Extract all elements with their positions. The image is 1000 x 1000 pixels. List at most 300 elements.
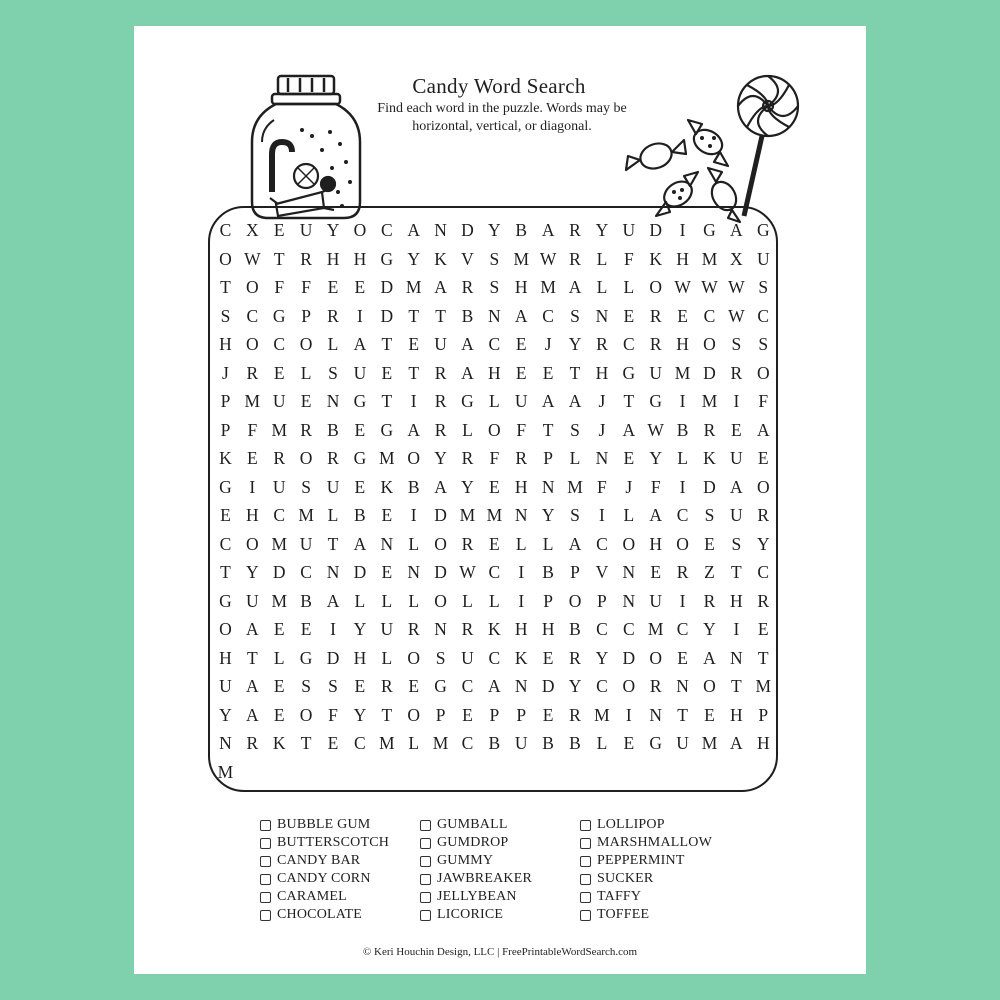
grid-letter[interactable]: G: [272, 305, 286, 326]
word-list-item[interactable]: [260, 870, 420, 888]
grid-letter[interactable]: G: [219, 590, 232, 611]
grid-letter[interactable]: P: [543, 590, 553, 611]
grid-letter[interactable]: S: [758, 277, 769, 297]
checkbox[interactable]: [420, 838, 431, 849]
grid-letter[interactable]: T: [623, 391, 635, 411]
grid-letter[interactable]: A: [488, 676, 501, 696]
grid-letter[interactable]: I: [679, 391, 686, 411]
grid-letter[interactable]: C: [757, 562, 770, 582]
grid-letter[interactable]: W: [459, 562, 476, 582]
grid-letter[interactable]: T: [435, 305, 446, 326]
grid-letter[interactable]: E: [408, 676, 420, 696]
grid-letter[interactable]: O: [407, 647, 420, 668]
grid-letter[interactable]: W: [728, 277, 745, 297]
grid-letter[interactable]: C: [542, 305, 554, 326]
grid-letter[interactable]: E: [327, 277, 339, 297]
grid-letter[interactable]: L: [569, 448, 581, 468]
checkbox[interactable]: [260, 856, 271, 867]
grid-letter[interactable]: K: [272, 733, 286, 753]
grid-letter[interactable]: L: [623, 505, 635, 525]
grid-letter[interactable]: O: [246, 334, 259, 354]
grid-letter[interactable]: E: [246, 448, 258, 468]
grid-letter[interactable]: B: [569, 619, 581, 639]
word-list-item[interactable]: [580, 834, 750, 852]
grid-letter[interactable]: B: [542, 562, 554, 582]
grid-letter[interactable]: R: [569, 220, 581, 240]
grid-letter[interactable]: C: [219, 533, 232, 554]
grid-letter[interactable]: M: [244, 391, 261, 411]
grid-letter[interactable]: Y: [568, 334, 582, 354]
grid-letter[interactable]: S: [301, 476, 311, 497]
grid-letter[interactable]: N: [219, 733, 232, 753]
grid-letter[interactable]: I: [356, 305, 363, 326]
grid-letter[interactable]: I: [679, 590, 686, 611]
grid-letter[interactable]: O: [407, 448, 420, 468]
grid-letter[interactable]: K: [514, 647, 528, 668]
grid-letter[interactable]: E: [354, 676, 366, 696]
grid-letter[interactable]: H: [730, 590, 743, 611]
grid-letter[interactable]: R: [300, 248, 312, 269]
grid-letter[interactable]: L: [327, 334, 339, 354]
grid-letter[interactable]: S: [328, 362, 338, 383]
grid-letter[interactable]: U: [649, 590, 663, 611]
grid-letter[interactable]: U: [514, 733, 528, 753]
grid-letter[interactable]: U: [756, 248, 770, 269]
grid-letter[interactable]: R: [703, 419, 716, 440]
grid-letter[interactable]: R: [649, 334, 662, 354]
word-list-item[interactable]: [580, 852, 750, 870]
grid-letter[interactable]: R: [569, 248, 581, 269]
grid-letter[interactable]: J: [625, 476, 633, 497]
grid-letter[interactable]: B: [354, 505, 366, 525]
grid-letter[interactable]: R: [569, 704, 581, 725]
grid-letter[interactable]: A: [568, 533, 582, 554]
grid-letter[interactable]: I: [410, 505, 417, 525]
grid-letter[interactable]: W: [539, 248, 557, 269]
grid-letter[interactable]: Y: [595, 647, 609, 668]
grid-letter[interactable]: J: [222, 362, 229, 383]
grid-letter[interactable]: B: [407, 476, 420, 497]
grid-letter[interactable]: Y: [595, 220, 609, 240]
grid-letter[interactable]: Y: [434, 448, 447, 468]
grid-letter[interactable]: O: [434, 590, 447, 611]
grid-letter[interactable]: R: [730, 362, 743, 383]
grid-letter[interactable]: C: [596, 619, 608, 639]
grid-letter[interactable]: A: [407, 419, 420, 440]
grid-letter[interactable]: R: [461, 277, 474, 297]
grid-letter[interactable]: S: [704, 505, 715, 525]
grid-letter[interactable]: L: [462, 419, 473, 440]
checkbox[interactable]: [260, 820, 271, 831]
grid-letter[interactable]: N: [380, 533, 394, 554]
grid-letter[interactable]: U: [272, 391, 286, 411]
grid-letter[interactable]: T: [731, 676, 742, 696]
grid-letter[interactable]: R: [649, 676, 662, 696]
grid-letter[interactable]: M: [674, 362, 691, 383]
grid-letter[interactable]: W: [244, 248, 261, 269]
grid-letter[interactable]: D: [461, 220, 474, 240]
grid-letter[interactable]: S: [220, 305, 231, 326]
grid-letter[interactable]: H: [676, 334, 689, 354]
grid-letter[interactable]: S: [328, 676, 338, 696]
grid-letter[interactable]: T: [731, 562, 742, 582]
grid-letter[interactable]: T: [569, 362, 581, 383]
grid-letter[interactable]: H: [514, 619, 528, 639]
grid-letter[interactable]: N: [326, 391, 340, 411]
grid-letter[interactable]: Y: [353, 619, 367, 639]
grid-letter[interactable]: O: [246, 533, 259, 554]
grid-letter[interactable]: Y: [488, 220, 501, 240]
grid-letter[interactable]: U: [299, 220, 313, 240]
grid-letter[interactable]: E: [542, 647, 554, 668]
grid-letter[interactable]: C: [622, 619, 635, 639]
checkbox[interactable]: [580, 910, 591, 921]
grid-letter[interactable]: J: [544, 334, 552, 354]
grid-letter[interactable]: U: [649, 362, 663, 383]
grid-letter[interactable]: I: [599, 505, 605, 525]
grid-letter[interactable]: O: [703, 676, 716, 696]
grid-letter[interactable]: R: [461, 619, 474, 639]
grid-letter[interactable]: Y: [568, 676, 582, 696]
grid-letter[interactable]: P: [758, 704, 769, 725]
checkbox[interactable]: [580, 838, 591, 849]
grid-letter[interactable]: D: [541, 676, 555, 696]
grid-letter[interactable]: Y: [756, 533, 770, 554]
word-list-item[interactable]: [420, 816, 580, 834]
grid-letter[interactable]: E: [623, 448, 635, 468]
grid-letter[interactable]: C: [246, 305, 259, 326]
grid-letter[interactable]: D: [434, 505, 447, 525]
grid-letter[interactable]: R: [461, 448, 474, 468]
word-list-item[interactable]: [420, 852, 580, 870]
grid-letter[interactable]: C: [300, 562, 312, 582]
grid-letter[interactable]: S: [489, 277, 500, 297]
grid-letter[interactable]: A: [541, 220, 555, 240]
grid-letter[interactable]: U: [514, 391, 528, 411]
grid-letter[interactable]: P: [516, 704, 527, 725]
grid-letter[interactable]: S: [301, 676, 311, 696]
grid-letter[interactable]: X: [246, 220, 259, 240]
grid-letter[interactable]: I: [679, 476, 686, 497]
grid-letter[interactable]: H: [488, 362, 501, 383]
grid-letter[interactable]: U: [434, 334, 447, 354]
grid-letter[interactable]: F: [328, 704, 338, 725]
grid-letter[interactable]: E: [542, 704, 554, 725]
grid-letter[interactable]: A: [246, 676, 259, 696]
grid-letter[interactable]: E: [354, 476, 366, 497]
grid-letter[interactable]: H: [730, 704, 743, 725]
grid-letter[interactable]: N: [541, 476, 555, 497]
grid-letter[interactable]: E: [300, 391, 312, 411]
grid-letter[interactable]: D: [649, 220, 663, 240]
grid-letter[interactable]: A: [730, 733, 743, 753]
checkbox[interactable]: [420, 892, 431, 903]
grid-letter[interactable]: G: [353, 391, 367, 411]
grid-letter[interactable]: H: [353, 647, 367, 668]
grid-letter[interactable]: A: [461, 334, 474, 354]
grid-letter[interactable]: E: [515, 334, 527, 354]
grid-letter[interactable]: P: [597, 590, 607, 611]
grid-letter[interactable]: C: [622, 334, 635, 354]
grid-letter[interactable]: E: [623, 305, 635, 326]
grid-letter[interactable]: G: [219, 476, 232, 497]
grid-letter[interactable]: M: [594, 704, 610, 725]
grid-letter[interactable]: K: [488, 619, 501, 639]
grid-letter[interactable]: S: [758, 334, 769, 354]
grid-letter[interactable]: D: [622, 647, 636, 668]
grid-letter[interactable]: O: [622, 533, 636, 554]
grid-letter[interactable]: U: [622, 220, 636, 240]
grid-letter[interactable]: Y: [541, 505, 555, 525]
grid-letter[interactable]: D: [380, 305, 394, 326]
grid-letter[interactable]: P: [570, 562, 580, 582]
grid-letter[interactable]: T: [381, 704, 393, 725]
grid-letter[interactable]: D: [434, 562, 447, 582]
grid-letter[interactable]: A: [246, 619, 259, 639]
grid-letter[interactable]: A: [730, 476, 743, 497]
grid-letter[interactable]: M: [567, 476, 583, 497]
grid-letter[interactable]: L: [542, 533, 554, 554]
grid-letter[interactable]: R: [246, 733, 259, 753]
grid-letter[interactable]: N: [514, 505, 528, 525]
grid-letter[interactable]: N: [326, 562, 340, 582]
grid-letter[interactable]: B: [676, 419, 689, 440]
grid-letter[interactable]: L: [408, 733, 420, 753]
grid-letter[interactable]: N: [407, 562, 420, 582]
grid-letter[interactable]: W: [728, 305, 745, 326]
grid-letter[interactable]: L: [623, 277, 635, 297]
grid-letter[interactable]: G: [649, 391, 663, 411]
grid-letter[interactable]: C: [676, 505, 689, 525]
grid-letter[interactable]: F: [489, 448, 500, 468]
grid-letter[interactable]: L: [489, 590, 500, 611]
grid-letter[interactable]: L: [408, 533, 420, 554]
grid-letter[interactable]: N: [649, 704, 663, 725]
checkbox[interactable]: [420, 820, 431, 831]
grid-letter[interactable]: P: [543, 448, 553, 468]
grid-letter[interactable]: N: [514, 676, 528, 696]
grid-letter[interactable]: V: [461, 248, 474, 269]
grid-letter[interactable]: W: [647, 419, 664, 440]
checkbox[interactable]: [420, 856, 431, 867]
grid-letter[interactable]: F: [247, 419, 258, 440]
grid-letter[interactable]: G: [380, 248, 394, 269]
grid-letter[interactable]: R: [434, 419, 447, 440]
grid-letter[interactable]: H: [246, 505, 259, 525]
grid-letter[interactable]: E: [677, 647, 688, 668]
grid-letter[interactable]: N: [434, 619, 447, 639]
grid-letter[interactable]: A: [703, 647, 716, 668]
grid-letter[interactable]: I: [330, 619, 336, 639]
grid-letter[interactable]: J: [598, 391, 606, 411]
grid-letter[interactable]: K: [434, 248, 447, 269]
grid-letter[interactable]: W: [674, 277, 691, 297]
grid-letter[interactable]: A: [434, 476, 447, 497]
grid-letter[interactable]: M: [459, 505, 476, 525]
grid-letter[interactable]: O: [219, 248, 232, 269]
grid-letter[interactable]: H: [514, 476, 528, 497]
grid-letter[interactable]: C: [488, 334, 501, 354]
word-list-item[interactable]: [260, 906, 420, 924]
checkbox[interactable]: [580, 892, 591, 903]
grid-letter[interactable]: M: [298, 505, 314, 525]
grid-letter[interactable]: E: [354, 277, 366, 297]
grid-letter[interactable]: Y: [649, 448, 663, 468]
word-list-item[interactable]: [580, 870, 750, 888]
word-list-item[interactable]: [420, 834, 580, 852]
grid-letter[interactable]: U: [246, 590, 259, 611]
grid-letter[interactable]: R: [569, 647, 581, 668]
grid-letter[interactable]: E: [489, 533, 500, 554]
grid-letter[interactable]: L: [489, 391, 500, 411]
grid-letter[interactable]: H: [676, 248, 689, 269]
grid-letter[interactable]: E: [273, 704, 285, 725]
grid-letter[interactable]: T: [757, 647, 769, 668]
grid-letter[interactable]: A: [461, 362, 474, 383]
grid-letter[interactable]: L: [596, 277, 608, 297]
grid-letter[interactable]: K: [380, 476, 394, 497]
grid-letter[interactable]: M: [701, 391, 718, 411]
grid-letter[interactable]: A: [514, 305, 528, 326]
grid-letter[interactable]: N: [595, 305, 609, 326]
grid-letter[interactable]: M: [647, 619, 664, 639]
checkbox[interactable]: [580, 856, 591, 867]
grid-letter[interactable]: A: [541, 391, 555, 411]
grid-letter[interactable]: U: [272, 476, 286, 497]
grid-letter[interactable]: L: [596, 733, 608, 753]
grid-letter[interactable]: E: [515, 362, 527, 383]
grid-letter[interactable]: D: [326, 647, 340, 668]
grid-letter[interactable]: B: [515, 220, 528, 240]
grid-letter[interactable]: R: [596, 334, 608, 354]
grid-letter[interactable]: A: [326, 590, 340, 611]
grid-letter[interactable]: P: [220, 419, 231, 440]
grid-letter[interactable]: S: [489, 248, 500, 269]
grid-letter[interactable]: G: [434, 676, 447, 696]
grid-letter[interactable]: A: [568, 277, 582, 297]
grid-letter[interactable]: O: [434, 533, 447, 554]
grid-letter[interactable]: G: [380, 419, 394, 440]
grid-letter[interactable]: C: [596, 676, 608, 696]
grid-letter[interactable]: U: [326, 476, 340, 497]
grid-letter[interactable]: A: [622, 419, 636, 440]
grid-letter[interactable]: U: [676, 733, 689, 753]
grid-letter[interactable]: I: [518, 590, 525, 611]
grid-letter[interactable]: A: [434, 277, 447, 297]
grid-letter[interactable]: U: [299, 533, 313, 554]
grid-letter[interactable]: E: [462, 704, 473, 725]
grid-letter[interactable]: H: [649, 533, 663, 554]
word-list-item[interactable]: [260, 852, 420, 870]
grid-letter[interactable]: N: [622, 562, 636, 582]
grid-letter[interactable]: O: [756, 362, 770, 383]
grid-letter[interactable]: C: [676, 619, 689, 639]
grid-letter[interactable]: L: [677, 448, 688, 468]
grid-letter[interactable]: O: [488, 419, 501, 440]
grid-letter[interactable]: F: [650, 476, 661, 497]
grid-letter[interactable]: C: [703, 305, 716, 326]
grid-letter[interactable]: E: [677, 305, 688, 326]
grid-letter[interactable]: E: [704, 704, 715, 725]
grid-letter[interactable]: P: [489, 704, 500, 725]
grid-letter[interactable]: O: [756, 476, 770, 497]
grid-letter[interactable]: L: [596, 248, 608, 269]
grid-letter[interactable]: O: [703, 334, 716, 354]
grid-letter[interactable]: E: [300, 619, 312, 639]
grid-letter[interactable]: U: [730, 448, 743, 468]
grid-letter[interactable]: A: [353, 533, 367, 554]
word-list-item[interactable]: [420, 870, 580, 888]
grid-letter[interactable]: T: [273, 248, 285, 269]
grid-letter[interactable]: F: [516, 419, 527, 440]
grid-letter[interactable]: U: [730, 505, 743, 525]
grid-letter[interactable]: C: [488, 562, 501, 582]
grid-letter[interactable]: T: [246, 647, 258, 668]
grid-letter[interactable]: R: [515, 448, 528, 468]
grid-letter[interactable]: L: [408, 590, 420, 611]
grid-letter[interactable]: Y: [219, 704, 232, 725]
grid-letter[interactable]: P: [220, 391, 231, 411]
word-list-item[interactable]: [420, 888, 580, 906]
grid-letter[interactable]: E: [408, 334, 420, 354]
grid-letter[interactable]: F: [301, 277, 311, 297]
grid-letter[interactable]: I: [733, 391, 740, 411]
grid-letter[interactable]: X: [730, 248, 743, 269]
grid-letter[interactable]: S: [435, 647, 446, 668]
word-list-item[interactable]: [420, 906, 580, 924]
checkbox[interactable]: [420, 874, 431, 885]
grid-letter[interactable]: C: [273, 334, 286, 354]
grid-letter[interactable]: A: [568, 391, 582, 411]
grid-letter[interactable]: B: [488, 733, 501, 753]
grid-letter[interactable]: M: [513, 248, 530, 269]
grid-letter[interactable]: M: [271, 419, 287, 440]
grid-letter[interactable]: E: [381, 362, 393, 383]
grid-letter[interactable]: T: [300, 733, 312, 753]
checkbox[interactable]: [260, 838, 271, 849]
grid-letter[interactable]: A: [246, 704, 259, 725]
grid-letter[interactable]: I: [733, 619, 740, 639]
grid-letter[interactable]: E: [704, 533, 715, 554]
grid-letter[interactable]: E: [381, 562, 393, 582]
grid-letter[interactable]: C: [354, 733, 366, 753]
grid-letter[interactable]: R: [757, 590, 770, 611]
grid-letter[interactable]: B: [461, 305, 474, 326]
grid-letter[interactable]: E: [731, 419, 742, 440]
grid-letter[interactable]: W: [701, 277, 718, 297]
grid-letter[interactable]: F: [274, 277, 285, 297]
grid-letter[interactable]: Y: [461, 476, 474, 497]
grid-letter[interactable]: A: [730, 220, 743, 240]
grid-letter[interactable]: E: [542, 362, 554, 383]
grid-letter[interactable]: T: [677, 704, 688, 725]
grid-letter[interactable]: T: [381, 334, 393, 354]
grid-letter[interactable]: O: [649, 277, 663, 297]
grid-letter[interactable]: M: [540, 277, 556, 297]
grid-letter[interactable]: P: [301, 305, 311, 326]
grid-letter[interactable]: G: [299, 647, 313, 668]
grid-letter[interactable]: O: [407, 704, 420, 725]
grid-letter[interactable]: R: [327, 305, 339, 326]
grid-letter[interactable]: O: [649, 647, 663, 668]
checkbox[interactable]: [260, 892, 271, 903]
grid-letter[interactable]: G: [461, 391, 474, 411]
grid-letter[interactable]: I: [518, 562, 525, 582]
grid-letter[interactable]: H: [219, 647, 232, 668]
grid-letter[interactable]: L: [300, 362, 312, 383]
grid-letter[interactable]: T: [408, 362, 420, 383]
grid-letter[interactable]: N: [595, 448, 609, 468]
